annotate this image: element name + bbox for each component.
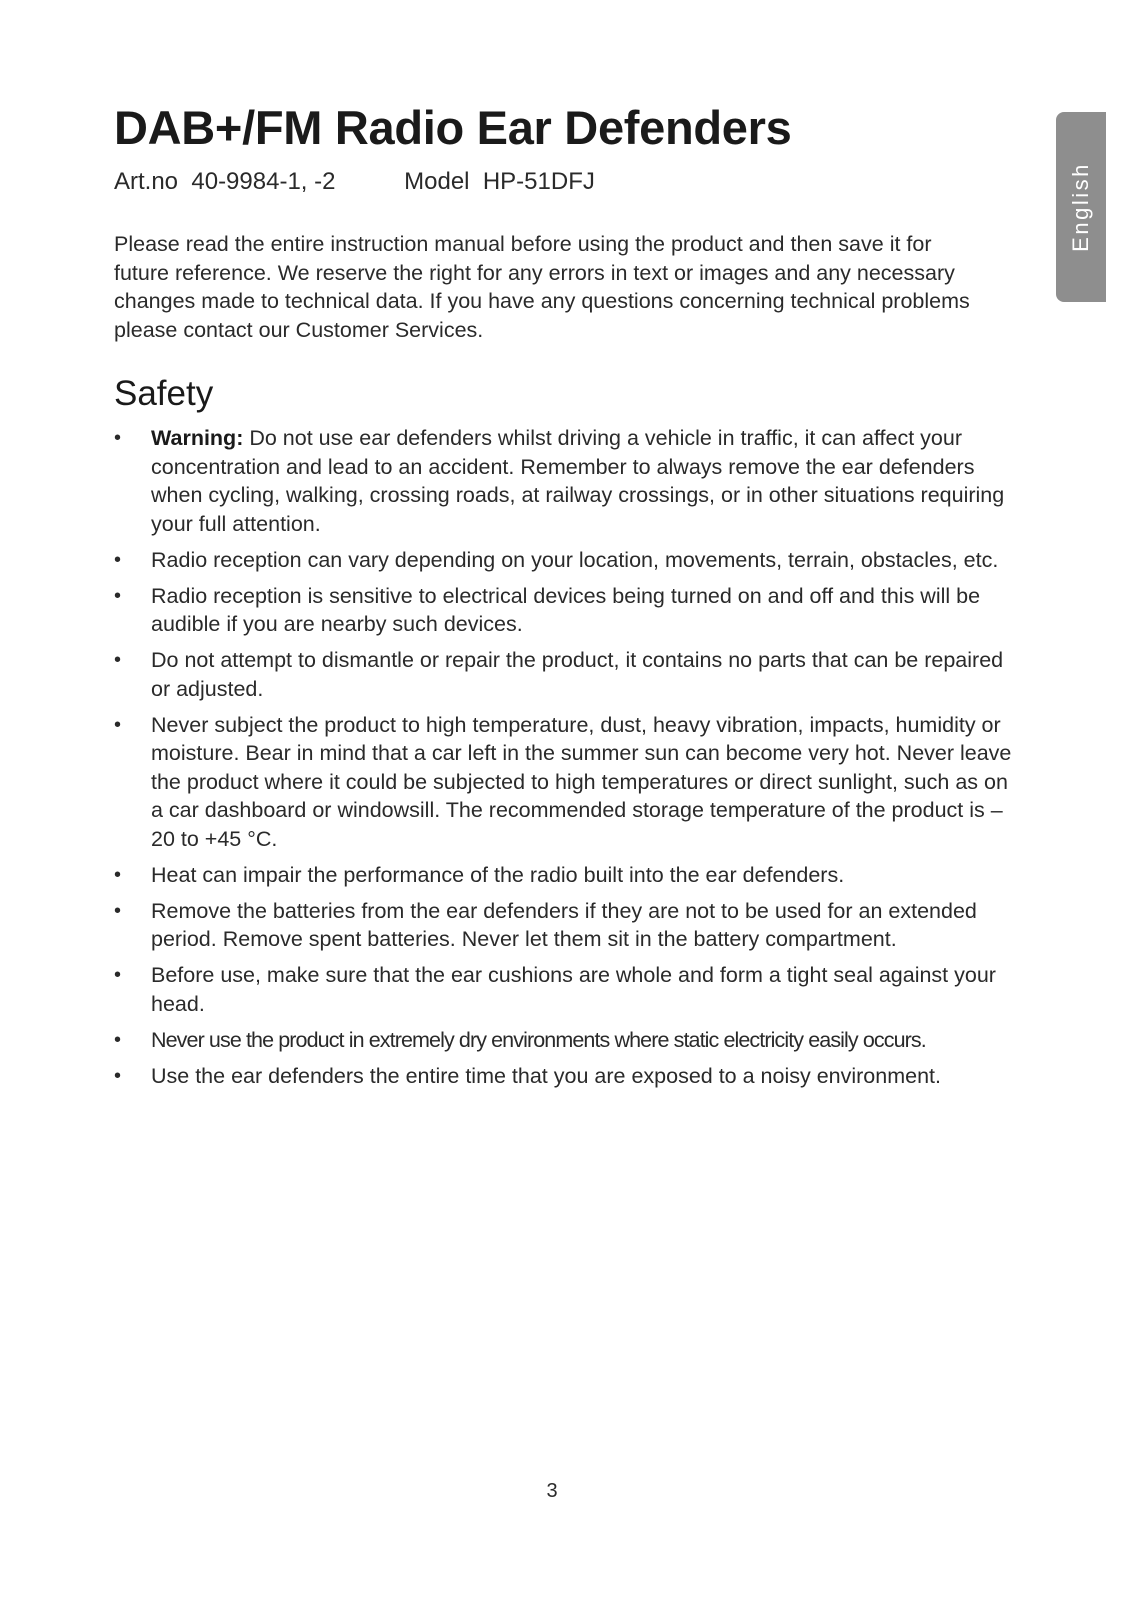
- intro-paragraph: Please read the entire instruction manual before using the product and then save it for future reference. We reserve the right for any errors in text or images and any necessary changes made to technical data. If you have any questions concerning technical problems please contact our Customer Services.: [114, 232, 970, 342]
- list-item-text: Heat can impair the performance of the radio built into the ear defenders.: [151, 862, 845, 887]
- list-item: [114, 861, 1014, 890]
- bullet: •: [114, 649, 122, 671]
- list-item-text: Remove the batteries from the ear defenders if they are not to be used for an extended period. Remove spent batteries. Never let them sit in the battery compartment.: [151, 898, 977, 951]
- article-number: Art.no 40-9984-1, -2: [114, 168, 336, 195]
- list-item: [114, 546, 1014, 575]
- language-tab: [1056, 112, 1106, 302]
- list-item: [114, 646, 1014, 703]
- bullet: •: [114, 863, 122, 886]
- list-item-text: Radio reception can vary depending on your location, movements, terrain, obstacles, etc.: [151, 547, 999, 572]
- list-item: [114, 961, 1014, 1018]
- bullet: •: [114, 548, 122, 571]
- bullet: •: [114, 1064, 122, 1087]
- page-title: DAB+/FM Radio Ear Defenders: [114, 101, 792, 154]
- list-item: [114, 1062, 1014, 1091]
- bullet: •: [114, 584, 122, 607]
- list-item: [114, 897, 1014, 954]
- bullet: •: [114, 964, 122, 986]
- warning-label: Warning:: [151, 426, 244, 450]
- list-item: [114, 711, 1014, 854]
- warning-text: Do not use ear defenders whilst driving a vehicle in traffic, it can affect your concentration and lead to an accident. Remember to always remove the ear defenders when cycling, walking, crossing roads, at railway crossings, or in other situations requiring your full attention.: [151, 426, 1005, 536]
- bullet: •: [114, 427, 122, 449]
- language-tab-label: English: [1068, 162, 1093, 252]
- list-item-text: Never subject the product to high temperature, dust, heavy vibration, impacts, humidity or moisture. Bear in mind that a car left in the summer sun can become very hot. Never leave the product where it could be subjected to high temperatures or direct sunlight, such as on a car dashboard or windowsill. The recommended storage temperature of the product is –20 to +45 °C.: [151, 712, 1012, 851]
- list-item-text: Before use, make sure that the ear cushions are whole and form a tight seal against your head.: [151, 963, 996, 1016]
- page-number: 3: [546, 1480, 558, 1502]
- product-identifiers: [114, 168, 595, 196]
- model-number: Model HP-51DFJ: [404, 168, 595, 195]
- list-item-text: Never use the product in extremely dry environments where static electricity easily occurs.: [151, 1027, 926, 1052]
- safety-heading: Safety: [114, 374, 214, 413]
- list-item-warning: [114, 424, 1014, 538]
- bullet: •: [114, 713, 122, 736]
- list-item-text: Do not attempt to dismantle or repair the product, it contains no parts that can be repaired or adjusted.: [151, 648, 1004, 701]
- list-item: [114, 582, 1014, 639]
- bullet: •: [114, 899, 122, 922]
- list-item-text: Radio reception is sensitive to electrical devices being turned on and off and this will be audible if you are nearby such devices.: [151, 583, 981, 636]
- safety-list: [114, 424, 1014, 1098]
- list-item: [114, 1026, 1014, 1055]
- bullet: •: [114, 1028, 122, 1051]
- list-item-text: Use the ear defenders the entire time that you are exposed to a noisy environment.: [151, 1063, 941, 1088]
